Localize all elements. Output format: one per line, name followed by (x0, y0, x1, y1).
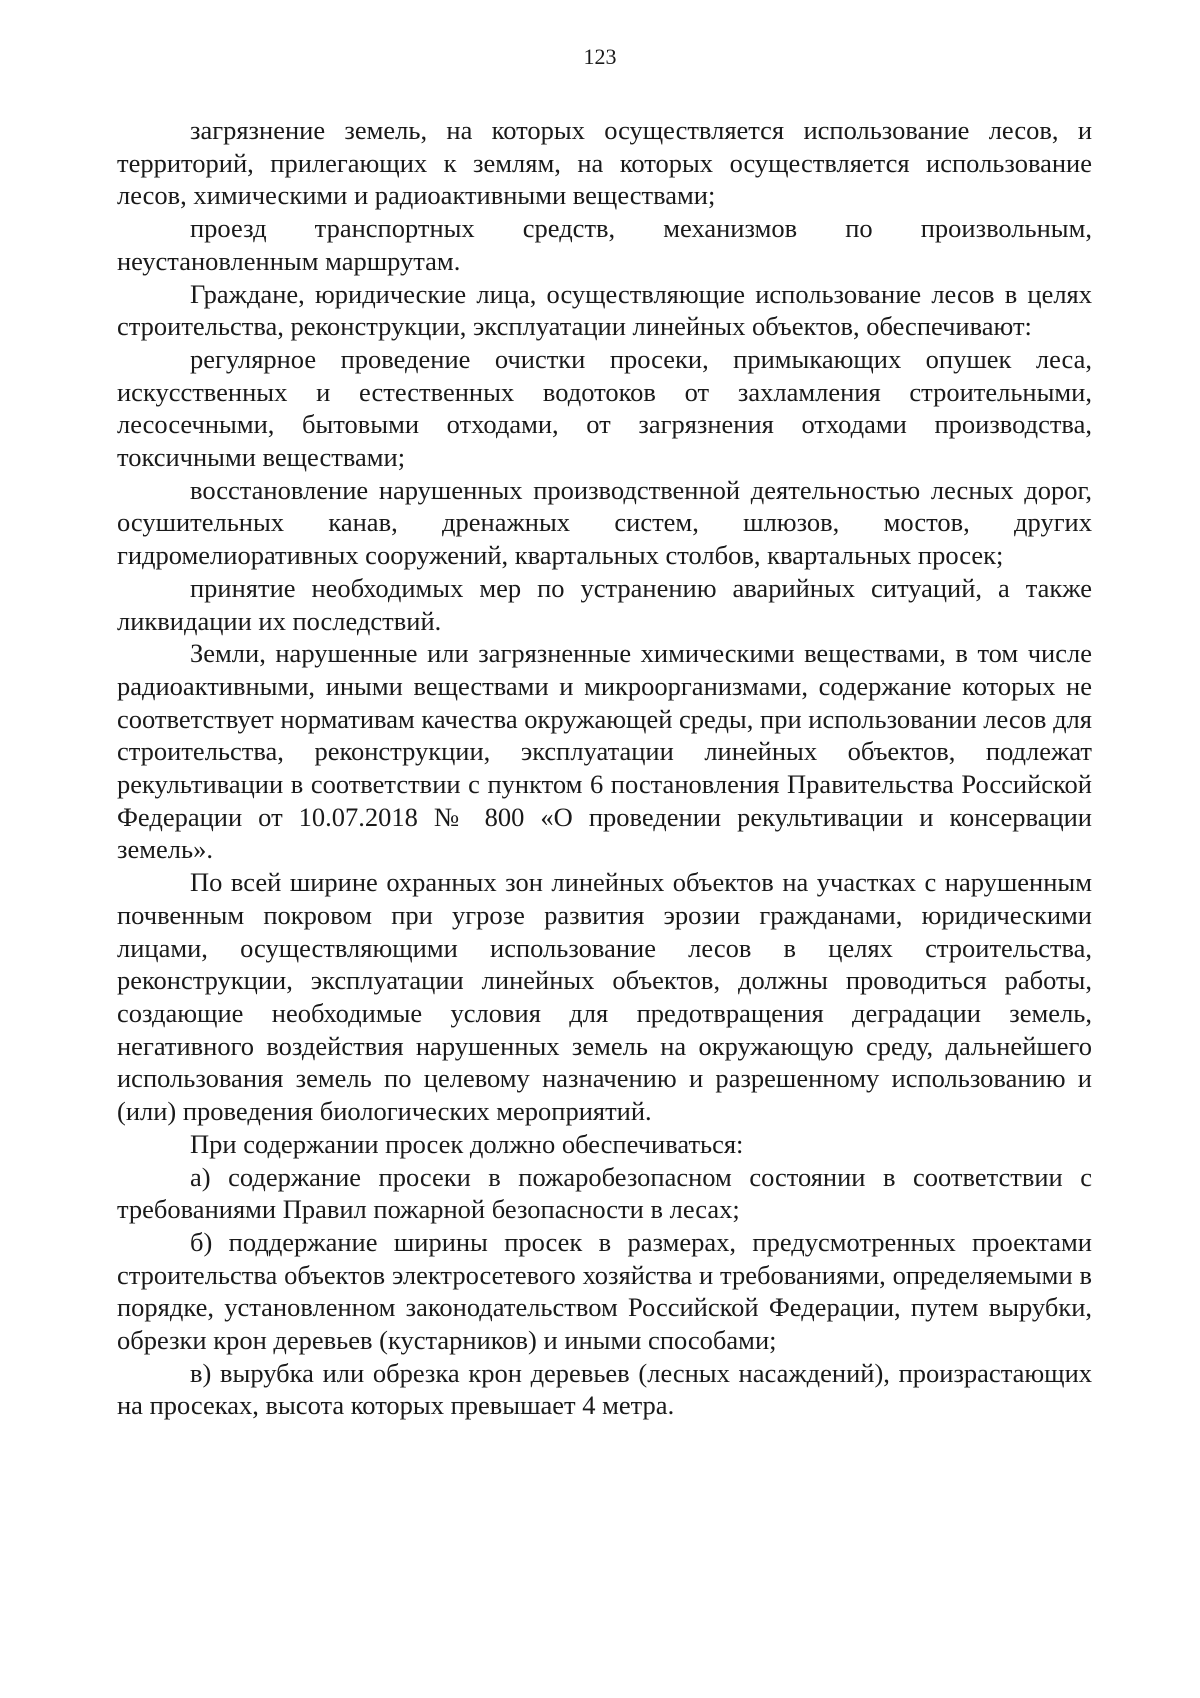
paragraph-erosion-protection: По всей ширине охранных зон линейных объектов на участках с нарушенным почвенным покровом при угрозе развития эрозии гражданами, юридическими лицами, осуществляющими использование лесов в целях строительства, реконструкции, эксплуатации линейных объектов, должны проводиться работы, создающие необходимые условия для предотвращения деградации земель, негативного воздействия нарушенных земель на окружающую среду, дальнейшего использования земель по целевому назначению и разрешенному использованию и (или) проведения биологических мероприятий. (117, 867, 1092, 1127)
document-body (117, 114, 1092, 1422)
paragraph-obligations-intro: Граждане, юридические лица, осуществляющие использование лесов в целях строительства, реконструкции, эксплуатации линейных объектов, обеспечивают: (117, 278, 1092, 342)
list-item-c: в) вырубка или обрезка крон деревьев (лесных насаждений), произрастающих на просеках, высота которых превышает 4 метра. (117, 1357, 1092, 1421)
paragraph-clearing-maintenance-intro: При содержании просек должно обеспечиваться: (190, 1128, 744, 1159)
paragraph-emergency-measures: принятие необходимых мер по устранению аварийных ситуаций, а также ликвидации их последствий. (117, 572, 1092, 636)
paragraph-clearing-cleanup: регулярное проведение очистки просеки, примыкающих опушек леса, искусственных и естественных водотоков от захламления строительными, лесосечными, бытовыми отходами, от загрязнения отходами производства, токсичными веществами; (117, 343, 1092, 473)
paragraph-vehicle-ban: проезд транспортных средств, механизмов по произвольным, неустановленным маршрутам. (117, 213, 1092, 276)
paragraph-pollution-ban: загрязнение земель, на которых осуществляется использование лесов, и территорий, прилегающих к землям, на которых осуществляется использование лесов, химическими и радиоактивными веществами; (117, 115, 1092, 211)
paragraph-land-recultivation: Земли, нарушенные или загрязненные химическими веществами, в том числе радиоактивными, иными веществами и микроорганизмами, содержание которых не соответствует нормативам качества окружающей среды, при использовании лесов для строительства, реконструкции, эксплуатации линейных объектов, подлежат рекультивации в соответствии с пунктом 6 постановления Правительства Российской Федерации от 10.07.2018 № 800 «О проведении рекультивации и консервации земель». (117, 638, 1092, 865)
list-item-b: б) поддержание ширины просек в размерах, предусмотренных проектами строительства объектов электросетевого хозяйства и требованиями, определяемыми в порядке, установленном законодательством Российской Федерации, путем вырубки, обрезки крон деревьев (кустарников) и иными способами; (117, 1226, 1092, 1356)
page-number: 123 (583, 44, 617, 69)
paragraph-restoration: восстановление нарушенных производственной деятельностью лесных дорог, осушительных канав, дренажных систем, шлюзов, мостов, других гидромелиоративных сооружений, квартальных столбов, квартальных просек; (117, 474, 1092, 571)
list-item-a: а) содержание просеки в пожаробезопасном состоянии в соответствии с требованиями Правил пожарной безопасности в лесах; (117, 1161, 1092, 1225)
